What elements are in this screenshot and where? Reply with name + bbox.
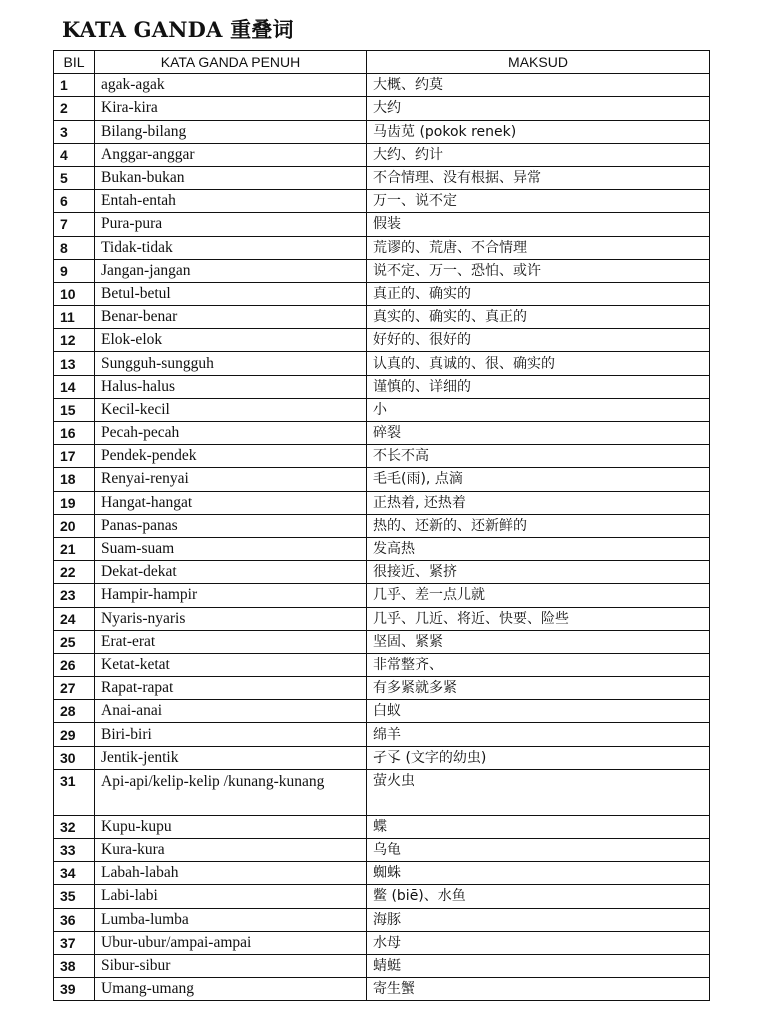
row-word: Ketat-ketat xyxy=(95,653,367,676)
row-word: Anai-anai xyxy=(95,700,367,723)
header-meaning: MAKSUD xyxy=(367,51,710,74)
table-row xyxy=(54,769,710,815)
row-number: 15 xyxy=(54,398,95,421)
row-number: 1 xyxy=(54,74,95,97)
row-number: 3 xyxy=(54,120,95,143)
row-meaning: 好好的、很好的 xyxy=(367,329,710,352)
row-meaning: 荒谬的、荒唐、不合情理 xyxy=(367,236,710,259)
table-row xyxy=(54,723,710,746)
table-row xyxy=(54,74,710,97)
row-meaning: 萤火虫 xyxy=(367,769,710,815)
table-row xyxy=(54,491,710,514)
row-word: Sibur-sibur xyxy=(95,954,367,977)
row-word: Benar-benar xyxy=(95,306,367,329)
row-meaning: 万一、说不定 xyxy=(367,190,710,213)
row-number: 21 xyxy=(54,537,95,560)
row-word: Biri-biri xyxy=(95,723,367,746)
row-meaning: 海豚 xyxy=(367,908,710,931)
row-word: Kupu-kupu xyxy=(95,815,367,838)
row-word: Kira-kira xyxy=(95,97,367,120)
row-meaning: 认真的、真诚的、很、确实的 xyxy=(367,352,710,375)
row-meaning: 坚固、紧紧 xyxy=(367,630,710,653)
row-meaning: 碎裂 xyxy=(367,422,710,445)
row-meaning: 鳖 (biē)、水鱼 xyxy=(367,885,710,908)
row-number: 35 xyxy=(54,885,95,908)
table-row xyxy=(54,653,710,676)
row-meaning: 乌龟 xyxy=(367,839,710,862)
table-row xyxy=(54,422,710,445)
row-number: 32 xyxy=(54,815,95,838)
row-number: 30 xyxy=(54,746,95,769)
row-meaning: 水母 xyxy=(367,931,710,954)
table-row xyxy=(54,978,710,1001)
row-word: agak-agak xyxy=(95,74,367,97)
row-number: 34 xyxy=(54,862,95,885)
row-word: Kura-kura xyxy=(95,839,367,862)
row-number: 16 xyxy=(54,422,95,445)
row-meaning: 几乎、几近、将近、快要、险些 xyxy=(367,607,710,630)
table-row xyxy=(54,120,710,143)
row-number: 14 xyxy=(54,375,95,398)
row-meaning: 大约 xyxy=(367,97,710,120)
row-meaning: 谨慎的、详细的 xyxy=(367,375,710,398)
row-number: 9 xyxy=(54,259,95,282)
row-word: Kecil-kecil xyxy=(95,398,367,421)
row-word: Pendek-pendek xyxy=(95,445,367,468)
table-row xyxy=(54,630,710,653)
row-number: 22 xyxy=(54,561,95,584)
row-word: Pura-pura xyxy=(95,213,367,236)
table-row xyxy=(54,677,710,700)
row-meaning: 不长不高 xyxy=(367,445,710,468)
row-number: 12 xyxy=(54,329,95,352)
row-number: 27 xyxy=(54,677,95,700)
row-number: 8 xyxy=(54,236,95,259)
row-meaning: 绵羊 xyxy=(367,723,710,746)
row-number: 31 xyxy=(54,769,95,815)
row-number: 24 xyxy=(54,607,95,630)
page-title: KATA GANDA 重叠词 xyxy=(62,17,294,42)
table-row xyxy=(54,143,710,166)
row-word: Renyai-renyai xyxy=(95,468,367,491)
row-word: Elok-elok xyxy=(95,329,367,352)
row-number: 20 xyxy=(54,514,95,537)
row-meaning: 蜘蛛 xyxy=(367,862,710,885)
row-number: 37 xyxy=(54,931,95,954)
row-word: Dekat-dekat xyxy=(95,561,367,584)
row-meaning: 毛毛(雨), 点滴 xyxy=(367,468,710,491)
table-row xyxy=(54,259,710,282)
table-row xyxy=(54,584,710,607)
table-row xyxy=(54,815,710,838)
row-meaning: 很接近、紧挤 xyxy=(367,561,710,584)
row-word: Nyaris-nyaris xyxy=(95,607,367,630)
table-row xyxy=(54,352,710,375)
row-number: 6 xyxy=(54,190,95,213)
row-meaning: 说不定、万一、恐怕、或许 xyxy=(367,259,710,282)
row-meaning: 非常整齐、 xyxy=(367,653,710,676)
table-row xyxy=(54,282,710,305)
row-word: Labah-labah xyxy=(95,862,367,885)
row-number: 39 xyxy=(54,978,95,1001)
row-meaning: 真实的、确实的、真正的 xyxy=(367,306,710,329)
row-number: 2 xyxy=(54,97,95,120)
row-word: Hampir-hampir xyxy=(95,584,367,607)
table-row xyxy=(54,190,710,213)
table-row xyxy=(54,166,710,189)
table-row xyxy=(54,468,710,491)
table-row xyxy=(54,700,710,723)
table-body xyxy=(54,74,710,1001)
row-number: 26 xyxy=(54,653,95,676)
row-meaning: 马齿苋 (pokok renek) xyxy=(367,120,710,143)
row-meaning: 假装 xyxy=(367,213,710,236)
table-row xyxy=(54,954,710,977)
row-word: Rapat-rapat xyxy=(95,677,367,700)
table-row xyxy=(54,306,710,329)
row-word: Tidak-tidak xyxy=(95,236,367,259)
row-meaning: 寄生蟹 xyxy=(367,978,710,1001)
table-row xyxy=(54,862,710,885)
table-row xyxy=(54,97,710,120)
table-row xyxy=(54,514,710,537)
row-number: 11 xyxy=(54,306,95,329)
row-word: Bukan-bukan xyxy=(95,166,367,189)
row-number: 10 xyxy=(54,282,95,305)
row-meaning: 几乎、差一点儿就 xyxy=(367,584,710,607)
row-number: 23 xyxy=(54,584,95,607)
row-word: Halus-halus xyxy=(95,375,367,398)
table-row xyxy=(54,561,710,584)
row-meaning: 白蚁 xyxy=(367,700,710,723)
row-meaning: 蜻蜓 xyxy=(367,954,710,977)
table-row xyxy=(54,398,710,421)
header-word: KATA GANDA PENUH xyxy=(95,51,367,74)
table-row xyxy=(54,213,710,236)
row-meaning: 大约、约计 xyxy=(367,143,710,166)
table-row xyxy=(54,746,710,769)
row-word: Labi-labi xyxy=(95,885,367,908)
row-number: 28 xyxy=(54,700,95,723)
row-number: 29 xyxy=(54,723,95,746)
table-row xyxy=(54,375,710,398)
row-word: Jentik-jentik xyxy=(95,746,367,769)
row-number: 38 xyxy=(54,954,95,977)
table-row xyxy=(54,236,710,259)
row-number: 7 xyxy=(54,213,95,236)
row-meaning: 小 xyxy=(367,398,710,421)
row-word: Suam-suam xyxy=(95,537,367,560)
header-bil: BIL xyxy=(54,51,95,74)
row-meaning: 热的、还新的、还新鲜的 xyxy=(367,514,710,537)
row-number: 33 xyxy=(54,839,95,862)
row-number: 18 xyxy=(54,468,95,491)
row-number: 25 xyxy=(54,630,95,653)
row-number: 19 xyxy=(54,491,95,514)
table-row xyxy=(54,329,710,352)
row-word: Pecah-pecah xyxy=(95,422,367,445)
row-number: 17 xyxy=(54,445,95,468)
table-row xyxy=(54,607,710,630)
row-meaning: 大概、约莫 xyxy=(367,74,710,97)
row-number: 13 xyxy=(54,352,95,375)
row-word: Betul-betul xyxy=(95,282,367,305)
row-word: Hangat-hangat xyxy=(95,491,367,514)
row-number: 36 xyxy=(54,908,95,931)
table-row xyxy=(54,885,710,908)
row-meaning: 孑孓 (文字的幼虫) xyxy=(367,746,710,769)
word-table xyxy=(53,50,710,1001)
table-row xyxy=(54,445,710,468)
row-word: Erat-erat xyxy=(95,630,367,653)
table-row xyxy=(54,839,710,862)
row-word: Lumba-lumba xyxy=(95,908,367,931)
row-meaning: 发高热 xyxy=(367,537,710,560)
row-word: Sungguh-sungguh xyxy=(95,352,367,375)
row-word: Umang-umang xyxy=(95,978,367,1001)
table-header-row xyxy=(54,51,710,74)
row-word: Anggar-anggar xyxy=(95,143,367,166)
row-word: Entah-entah xyxy=(95,190,367,213)
row-word: Panas-panas xyxy=(95,514,367,537)
table-row xyxy=(54,931,710,954)
row-meaning: 正热着, 还热着 xyxy=(367,491,710,514)
row-meaning: 有多紧就多紧 xyxy=(367,677,710,700)
table-row xyxy=(54,537,710,560)
row-meaning: 蝶 xyxy=(367,815,710,838)
table-row xyxy=(54,908,710,931)
row-word: Jangan-jangan xyxy=(95,259,367,282)
row-word: Ubur-ubur/ampai-ampai xyxy=(95,931,367,954)
row-meaning: 真正的、确实的 xyxy=(367,282,710,305)
row-number: 5 xyxy=(54,166,95,189)
row-word: Bilang-bilang xyxy=(95,120,367,143)
row-number: 4 xyxy=(54,143,95,166)
row-word: Api-api/kelip-kelip /kunang-kunang xyxy=(95,769,367,815)
row-meaning: 不合情理、没有根据、异常 xyxy=(367,166,710,189)
